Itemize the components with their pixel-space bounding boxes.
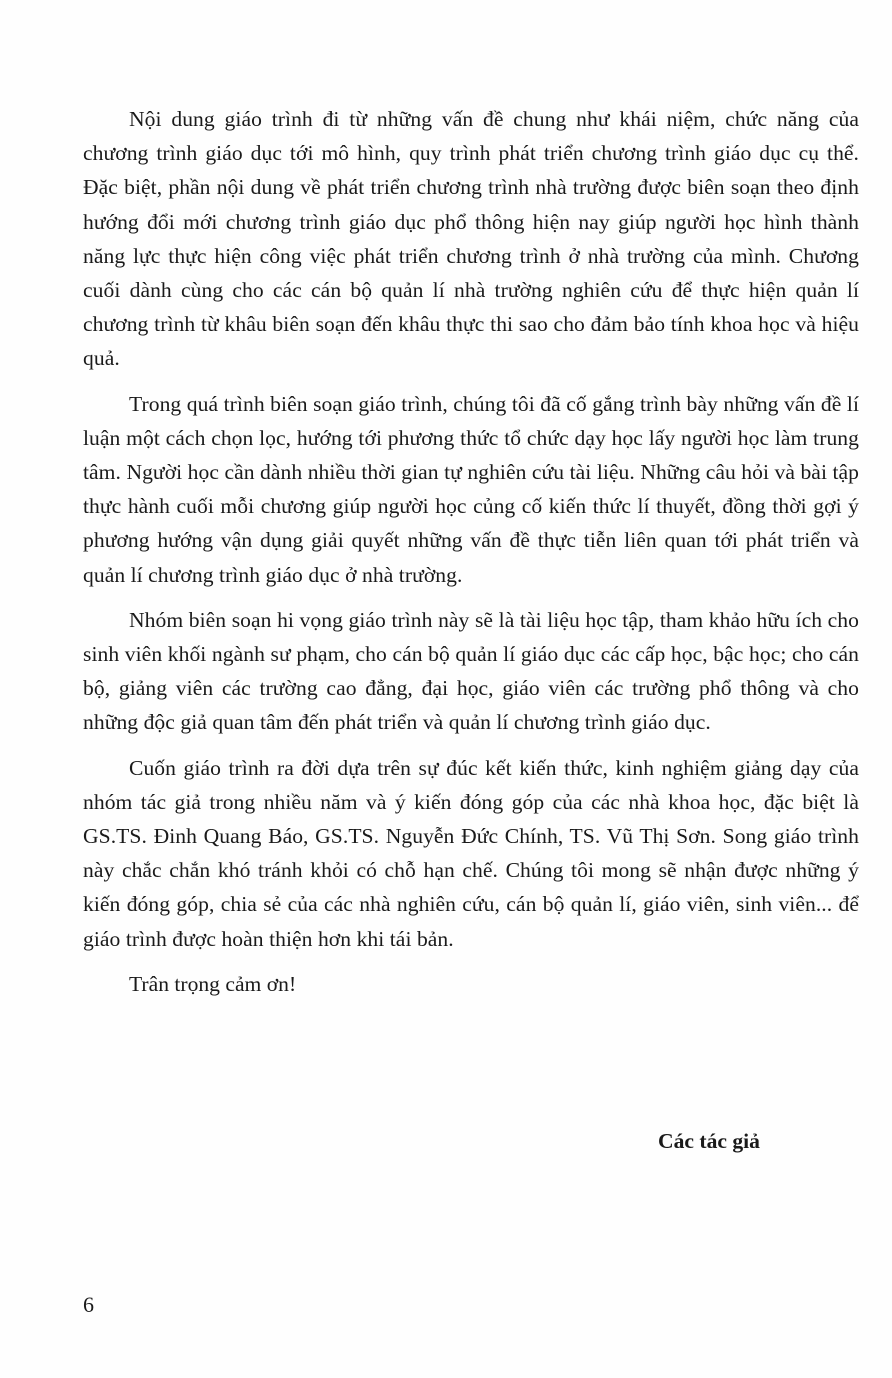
paragraph-compilation-approach: Trong quá trình biên soạn giáo trình, chúng tôi đã cố gắng trình bày những vấn đề lí luận một cách chọn lọc, hướng tới phương thức tổ chức dạy học lấy người học làm trung tâm. Người học cần dành nhiều thời gian tự nghiên cứu tài liệu. Những câu hỏi và bài tập thực hành cuối mỗi chương giúp người học củng cố kiến thức lí thuyết, đồng thời gợi ý phương hướng vận dụng giải quyết những vấn đề thực tiễn liên quan tới phát triển và quản lí chương trình giáo dục ở nhà trường. <box>83 391 859 587</box>
page-number: 6 <box>83 1292 94 1317</box>
paragraph-acknowledgements: Cuốn giáo trình ra đời dựa trên sự đúc kết kiến thức, kinh nghiệm giảng dạy của nhóm tác giả trong nhiều năm và ý kiến đóng góp của các nhà khoa học, đặc biệt là GS.TS. Đinh Quang Báo, GS.TS. Nguyễn Đức Chính, TS. Vũ Thị Sơn. Song giáo trình này chắc chắn khó tránh khỏi có chỗ hạn chế. Chúng tôi mong sẽ nhận được những ý kiến đóng góp, chia sẻ của các nhà nghiên cứu, cán bộ quản lí, giáo viên, sinh viên... để giáo trình được hoàn thiện hơn khi tái bản. <box>83 755 859 951</box>
paragraph-intended-audience: Nhóm biên soạn hi vọng giáo trình này sẽ là tài liệu học tập, tham khảo hữu ích cho sinh viên khối ngành sư phạm, cho cán bộ quản lí giáo dục các cấp học, bậc học; cho cán bộ, giảng viên các trường cao đẳng, đại học, giáo viên các trường phổ thông và cho những độc giả quan tâm đến phát triển và quản lí chương trình giáo dục. <box>83 607 859 735</box>
paragraph-content-overview: Nội dung giáo trình đi từ những vấn đề chung như khái niệm, chức năng của chương trình giáo dục tới mô hình, quy trình phát triển chương trình giáo dục cụ thể. Đặc biệt, phần nội dung về phát triển chương trình nhà trường được biên soạn theo định hướng đổi mới chương trình giáo dục phổ thông hiện nay giúp người học hình thành năng lực thực hiện công việc phát triển chương trình ở nhà trường của mình. Chương cuối dành cùng cho các cán bộ quản lí nhà trường nghiên cứu để thực hiện quản lí chương trình từ khâu biên soạn đến khâu thực thi sao cho đảm bảo tính khoa học và hiệu quả. <box>83 107 859 371</box>
author-signature: Các tác giả <box>658 1129 760 1153</box>
closing-thanks: Trân trọng cảm ơn! <box>129 971 297 996</box>
body-text <box>83 102 859 1001</box>
